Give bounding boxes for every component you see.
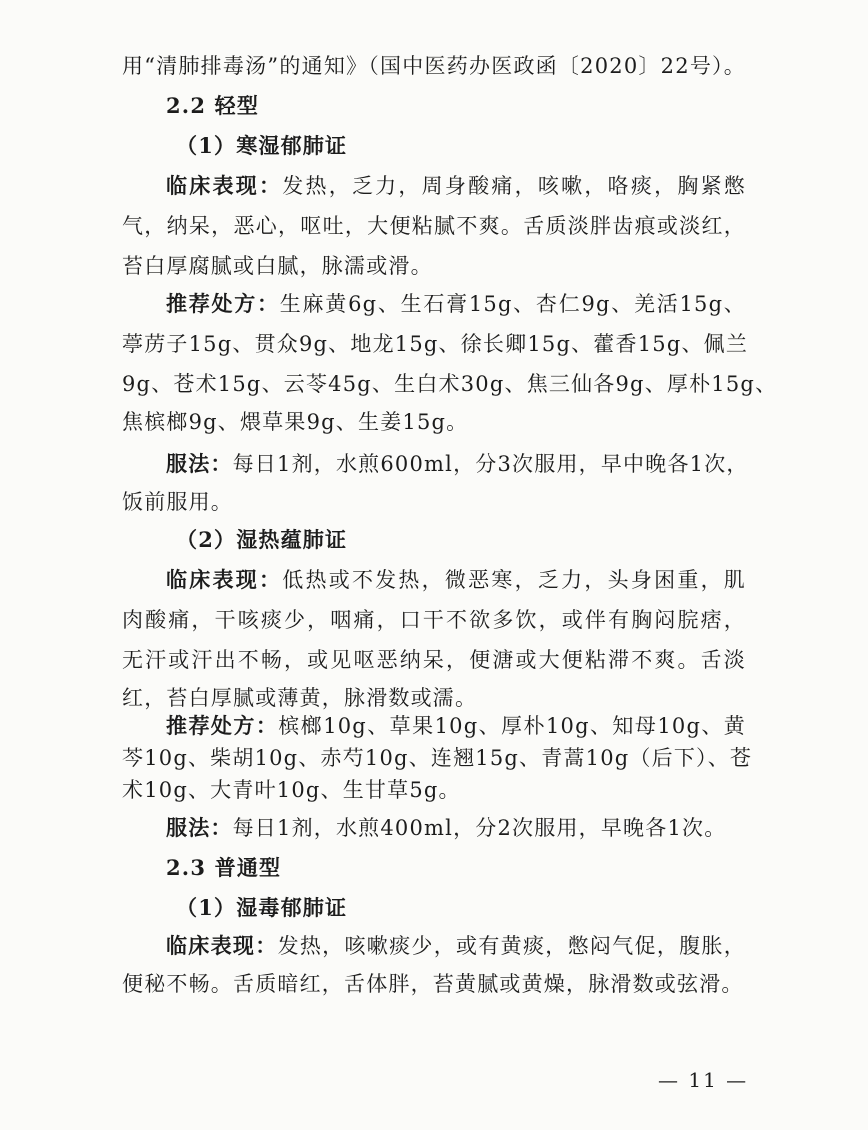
paragraph-line xyxy=(166,172,746,200)
usage-label: 服法： xyxy=(166,451,233,476)
paragraph-line: 芩10g、柴胡10g、赤芍10g、连翘15g、青蒿10g（后下）、苍 xyxy=(122,746,753,770)
prescription-label: 推荐处方： xyxy=(166,291,280,316)
paragraph-line: 饭前服用。 xyxy=(122,490,233,514)
paragraph-line xyxy=(166,450,749,478)
clinical-text: 发热，乏力，周身酸痛，咳嗽，咯痰，胸紧憋 xyxy=(282,174,747,198)
paragraph-line: 气，纳呆，恶心，呕吐，大便粘腻不爽。舌质淡胖齿痕或淡红， xyxy=(122,214,746,238)
clinical-label: 临床表现： xyxy=(166,173,283,198)
paragraph-line: 术10g、大青叶10g、生甘草5g。 xyxy=(122,778,461,802)
syndrome-title-damp-heat: （2）湿热蕴肺证 xyxy=(176,527,348,552)
prescription-text: 槟榔10g、草果10g、厚朴10g、知母10g、黄 xyxy=(278,714,746,738)
prescription-text: 生麻黄6g、生石膏15g、杏仁9g、羌活15g、 xyxy=(279,292,746,316)
paragraph-line xyxy=(166,932,746,960)
paragraph-line: 9g、苍术15g、云苓45g、生白术30g、焦三仙各9g、厚朴15g、 xyxy=(122,372,778,396)
prescription-label: 推荐处方： xyxy=(166,713,279,738)
paragraph-line: 肉酸痛，干咳痰少，咽痛，口干不欲多饮，或伴有胸闷脘痞， xyxy=(122,608,746,632)
paragraph-line: 无汗或汗出不畅，或见呕恶纳呆，便溏或大便粘滞不爽。舌淡 xyxy=(122,648,746,672)
paragraph-line: 苔白厚腐腻或白腻，脉濡或滑。 xyxy=(122,254,433,278)
paragraph-line xyxy=(166,290,746,318)
clinical-text: 低热或不发热，微恶寒，乏力，头身困重，肌 xyxy=(282,568,747,592)
paragraph-line: 红，苔白厚腻或薄黄，脉滑数或濡。 xyxy=(122,686,478,710)
usage-text: 每日1剂，水煎600ml，分3次服用，早中晚各1次， xyxy=(232,452,749,476)
paragraph-line xyxy=(166,814,726,842)
clinical-label: 临床表现： xyxy=(166,567,283,592)
usage-text: 每日1剂，水煎400ml，分2次服用，早晚各1次。 xyxy=(232,816,727,840)
intro-line: 用“清肺排毒汤”的通知》（国中医药办医政函〔2020〕22号）。 xyxy=(122,54,746,78)
clinical-text: 发热，咳嗽痰少，或有黄痰，憋闷气促，腹胀， xyxy=(277,934,746,958)
syndrome-title-damp-toxin: （1）湿毒郁肺证 xyxy=(176,895,348,920)
paragraph-line: 葶苈子15g、贯众9g、地龙15g、徐长卿15g、藿香15g、佩兰 xyxy=(122,332,749,356)
paragraph-line xyxy=(166,712,746,740)
paragraph-line: 便秘不畅。舌质暗红，舌体胖，苔黄腻或黄燥，脉滑数或弦滑。 xyxy=(122,972,744,996)
usage-label: 服法： xyxy=(166,815,233,840)
section-heading-2-3: 2.3 普通型 xyxy=(166,855,282,880)
paragraph-line xyxy=(166,566,746,594)
paragraph-line: 焦槟榔9g、煨草果9g、生姜15g。 xyxy=(122,410,469,434)
syndrome-title-cold-damp: （1）寒湿郁肺证 xyxy=(176,133,348,158)
section-heading-2-2: 2.2 轻型 xyxy=(166,93,260,118)
clinical-label: 临床表现： xyxy=(166,933,278,958)
page-number: — 11 — xyxy=(658,1068,749,1092)
